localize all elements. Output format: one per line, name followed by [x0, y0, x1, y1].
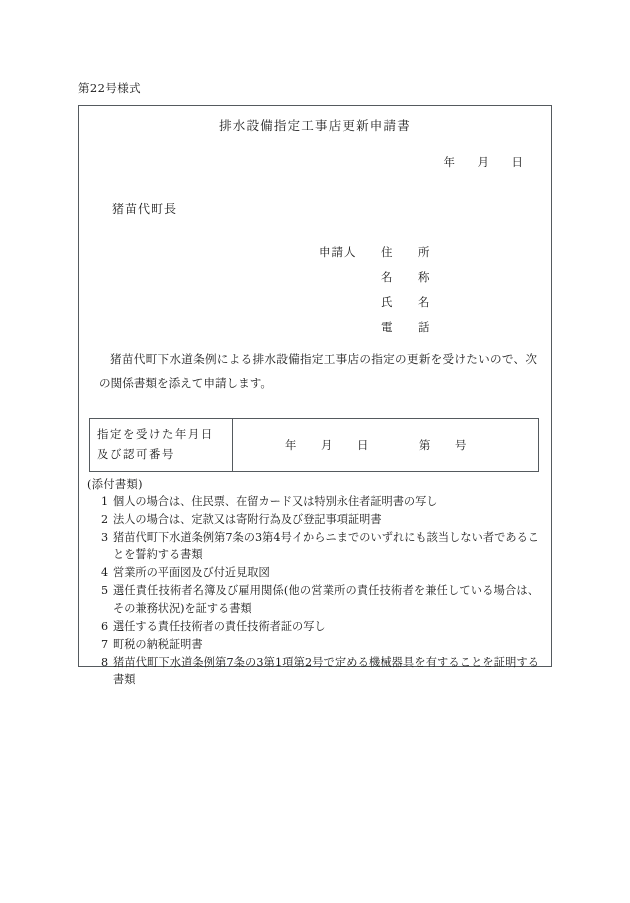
body-paragraph: [99, 348, 537, 396]
designation-label-line1: 指定を受けた年月日: [97, 427, 214, 442]
applicant-row-company-name: [319, 269, 437, 294]
applicant-company-name-label: 名 称: [381, 270, 437, 284]
attachment-text: 選任責任技術者名簿及び雇用関係(他の営業所の責任技術者を兼任している場合は、その兼務状況)を証する書類: [113, 584, 539, 615]
list-item: [87, 564, 541, 581]
attachment-text: 猪苗代町下水道条例第7条の3第1項第2号で定める機械器具を有することを証明する書類: [113, 655, 539, 687]
attachment-text: 選任する責任技術者の責任技術者証の写し: [113, 619, 326, 633]
applicant-address-label: 住 所: [381, 245, 437, 259]
attachments-section: [87, 476, 541, 689]
designation-number-suffix-label: 号: [455, 438, 467, 452]
list-item: [87, 654, 541, 689]
addressee-label: 猪苗代町長: [112, 202, 178, 216]
form-number-label: 第22号様式: [78, 81, 142, 95]
designation-year-label: 年: [285, 438, 297, 452]
applicant-label: 申請人: [319, 245, 357, 259]
list-item: [87, 582, 541, 617]
attachments-heading: (添付書類): [87, 478, 143, 491]
applicant-telephone-label: 電 話: [381, 320, 437, 334]
date-day-label: 日: [511, 155, 523, 169]
applicant-person-name-label: 氏 名: [381, 295, 437, 309]
attachment-text: 法人の場合は、定款又は寄附行為及び登記事項証明書: [113, 512, 382, 526]
list-item: [87, 511, 541, 528]
attachment-number: 6: [101, 619, 109, 633]
designation-label-line2: 及び認可番号: [97, 447, 175, 461]
attachments-list: [87, 493, 541, 689]
attachment-text: 営業所の平面図及び付近見取図: [113, 566, 270, 580]
date-year-label: 年: [443, 155, 455, 169]
document-title: 排水設備指定工事店更新申請書: [219, 118, 411, 133]
applicant-row-telephone: [319, 319, 437, 344]
designation-table: [89, 418, 539, 472]
attachment-number: 3: [101, 530, 109, 544]
date-month-label: 月: [477, 155, 489, 169]
list-item: [87, 493, 541, 510]
designation-label-cell: [90, 419, 233, 472]
body-paragraph-text: 猪苗代町下水道条例による排水設備指定工事店の指定の更新を受けたいので、次の関係書類を添えて申請します。: [99, 352, 537, 390]
attachment-number: 2: [101, 512, 109, 526]
designation-number-prefix-label: 第: [419, 438, 431, 452]
attachment-number: 5: [101, 584, 109, 598]
attachment-number: 1: [101, 495, 109, 508]
designation-month-label: 月: [321, 438, 333, 452]
list-item: [87, 636, 541, 653]
applicant-row-address: [319, 244, 437, 269]
attachment-number: 7: [101, 637, 109, 651]
list-item: [87, 529, 541, 564]
form-frame: [78, 105, 552, 687]
designation-day-label: 日: [357, 438, 369, 452]
attachment-text: 猪苗代町下水道条例第7条の3第4号イからニまでのいずれにも該当しない者であることを誓約する書類: [113, 530, 539, 562]
table-row: [90, 419, 539, 472]
attachment-text: 個人の場合は、住民票、在留カード又は特別永住者証明書の写し: [113, 495, 438, 508]
applicant-block: [319, 244, 437, 344]
attachment-number: 8: [101, 655, 109, 669]
designation-value-cell[interactable]: [233, 419, 539, 472]
date-line: [444, 154, 524, 170]
list-item: [87, 618, 541, 635]
attachment-number: 4: [101, 566, 109, 580]
attachment-text: 町税の納税証明書: [113, 637, 203, 651]
applicant-row-person-name: [319, 294, 437, 319]
